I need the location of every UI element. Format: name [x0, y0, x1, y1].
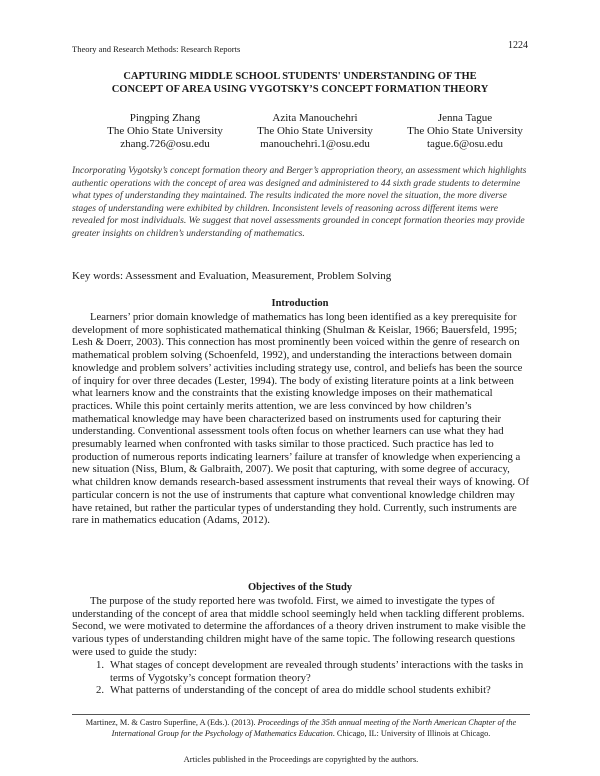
author-affiliation: The Ohio State University	[257, 125, 373, 137]
list-item	[72, 684, 530, 697]
objectives-heading: Objectives of the Study	[247, 582, 353, 593]
author-affiliation: The Ohio State University	[107, 125, 223, 137]
paper-title	[72, 70, 528, 96]
author-1	[80, 112, 250, 151]
author-name: Pingping Zhang	[129, 112, 201, 124]
author-email: manouchehri.1@osu.edu	[260, 138, 370, 150]
running-header: Theory and Research Methods: Research Reports	[72, 44, 241, 54]
copyright-notice: Articles published in the Proceedings are copyrighted by the authors.	[183, 754, 419, 764]
author-affiliation: The Ohio State University	[407, 125, 523, 137]
question-number: 1.	[95, 659, 104, 671]
keywords: Key words: Assessment and Evaluation, Measurement, Problem Solving	[72, 270, 392, 282]
title-line-1: CAPTURING MIDDLE SCHOOL STUDENTS' UNDERSTANDING OF THE	[123, 71, 477, 82]
author-name: Jenna Tague	[437, 112, 493, 124]
author-2	[230, 112, 400, 151]
introduction-heading: Introduction	[271, 298, 329, 309]
introduction-paragraph: Learners’ prior domain knowledge of mathematics has long been identified as a key prerequisite for development of more sophisticated mathematical thinking (Shulman & Keislar, 1966; Bauersfeld, 1995; Lesh & Doerr, 2003). This connection has most prominently been voiced within the genre of research on mathematical problem solving (Schoenfeld, 1992), and understanding the interactions between domain knowledge and problem solvers’ activities including strategy use, control, and beliefs has been the source of inquiry for over three decades (Lester, 1994). The body of existing literature points at a link between what learners know and the constraints that the existing knowledge imposes on their mathematical practices. While this point certainly merits attention, we are less convinced by how children’s mathematical knowledge may have been characterized based on instruments used for capturing their understanding. Conventional assessment tools often focus on whether learners can use what they had presumably learned when confronted with tasks similar to those practiced. Such practice has led to production of numerous reports indicating learners’ failure at transfer of knowledge when experiencing a new situation (Niss, Blum, & Galbraith, 2007). We posit that capturing, with some degree of accuracy, what children know demands research-based assessment instruments that reveal their ways of knowing. Of particular concern is not the use of instruments that capture what conventional knowledge children may have retained, but rather the particular types of understanding they hold. Currently, such instruments are rare in mathematics education (Adams, 2012).	[72, 311, 530, 527]
title-line-2: CONCEPT OF AREA USING VYGOTSKY’S CONCEPT FORMATION THEORY	[111, 84, 489, 95]
question-text: What stages of concept development are revealed through students’ interactions with the tasks in terms of Vygotsky’s concept formation theory?	[110, 659, 524, 684]
author-email: zhang.726@osu.edu	[120, 138, 210, 150]
page-number: 1224	[508, 40, 528, 51]
abstract: Incorporating Vygotsky’s concept formation theory and Berger’s appropriation theory, an assessment which highlights authentic operations with the concept of area was designed and administered to 44 sixth grade students to determine what types of understanding they maintained. The results indicated the more novel the situation, the more diverse stages of understanding were exhibited by children. Inconsistent levels of reasoning across different items were revealed for most individuals. We suggest that novel assessments grounded in concept formation theories may provide greater insights on children’s understanding of mathematics.	[72, 165, 527, 239]
objectives-paragraph: The purpose of the study reported here was twofold. First, we aimed to investigate the types of understanding of the concept of area that middle school seemingly held when tackling different problems. Second, we were motivated to determine the affordances of a theory driven instrument to make visible the various types of understanding children might have of the same topic. The following research questions were used to guide the study:	[72, 595, 526, 658]
question-number: 2.	[95, 684, 104, 697]
list-item	[72, 659, 530, 684]
research-questions	[72, 659, 530, 697]
question-text: What patterns of understanding of the concept of area do middle school students exhibit?	[110, 684, 491, 697]
citation-prefix: Martinez, M. & Castro Superfine, A (Eds.). (2013).	[85, 718, 258, 727]
author-name: Azita Manouchehri	[272, 112, 358, 124]
footer-divider	[72, 714, 530, 715]
citation-suffix: . Chicago, IL: University of Illinois at Chicago.	[332, 728, 491, 738]
citation-title: Proceedings of the 35th annual meeting of the North American Chapter of the International Group for the Psychology of Mathematics Education	[111, 718, 517, 738]
author-email: tague.6@osu.edu	[426, 138, 504, 150]
author-3	[380, 112, 550, 151]
footer-citation	[72, 718, 530, 739]
